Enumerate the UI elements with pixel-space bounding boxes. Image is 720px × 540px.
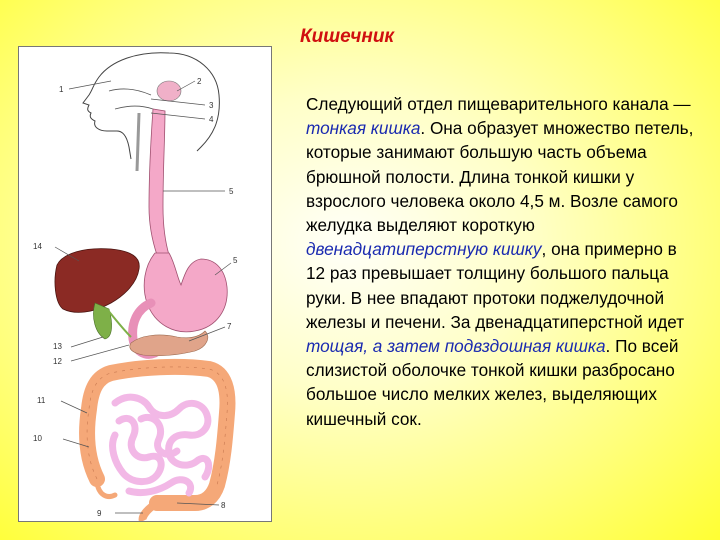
label-8: 8 [221, 501, 226, 510]
label-11: 11 [37, 396, 46, 405]
liver [55, 249, 139, 313]
paragraph-text: , она примерно в 12 раз превышает толщину большого пальца руки. В нее впадают протоки поджелудочной железы и печени. За двенадцатиперстной идет [306, 239, 685, 332]
trachea [137, 113, 139, 171]
label-14: 14 [33, 242, 42, 251]
appendix [97, 483, 115, 497]
label-10: 10 [33, 434, 42, 443]
label-2: 2 [197, 77, 202, 86]
label-1: 1 [59, 85, 64, 94]
paragraph-text: . Она образует множество петель, которые занимают большую часть объема брюшной полости. Длина тонкой кишки у взрослого человека около 4,5 м. Возле самого желудка выделяют короткую [306, 118, 694, 236]
label-9: 9 [97, 509, 102, 518]
label-13: 13 [53, 342, 62, 351]
small-intestine [113, 397, 209, 493]
pancreas [130, 331, 208, 356]
term-duodenum: двенадцатиперстную кишку [306, 239, 542, 260]
main-paragraph [306, 92, 698, 431]
rectum [143, 503, 157, 521]
paragraph-text: Следующий отдел пищеварительного канала — [306, 94, 691, 114]
oral-cavity [109, 89, 153, 109]
label-7: 7 [227, 322, 232, 331]
slide-title: Кишечник [300, 26, 395, 47]
label-5-stomach: 5 [233, 256, 238, 265]
label-4: 4 [209, 115, 214, 124]
digestive-system-figure [18, 46, 272, 522]
term-jejunum-ileum: тощая, а затем подвздошная кишка [306, 336, 606, 357]
term-small-intestine: тонкая кишка [306, 118, 421, 139]
label-5-esophagus: 5 [229, 187, 234, 196]
label-3: 3 [209, 101, 214, 110]
digestive-system-diagram [19, 47, 271, 521]
gallbladder [93, 303, 111, 339]
paragraph-text: . По всей слизистой оболочке тонкой кишки разбросано большое число мелких желез, выделяющих кишечный сок. [306, 336, 679, 429]
stomach [144, 253, 227, 332]
esophagus [149, 109, 169, 255]
label-12: 12 [53, 357, 62, 366]
